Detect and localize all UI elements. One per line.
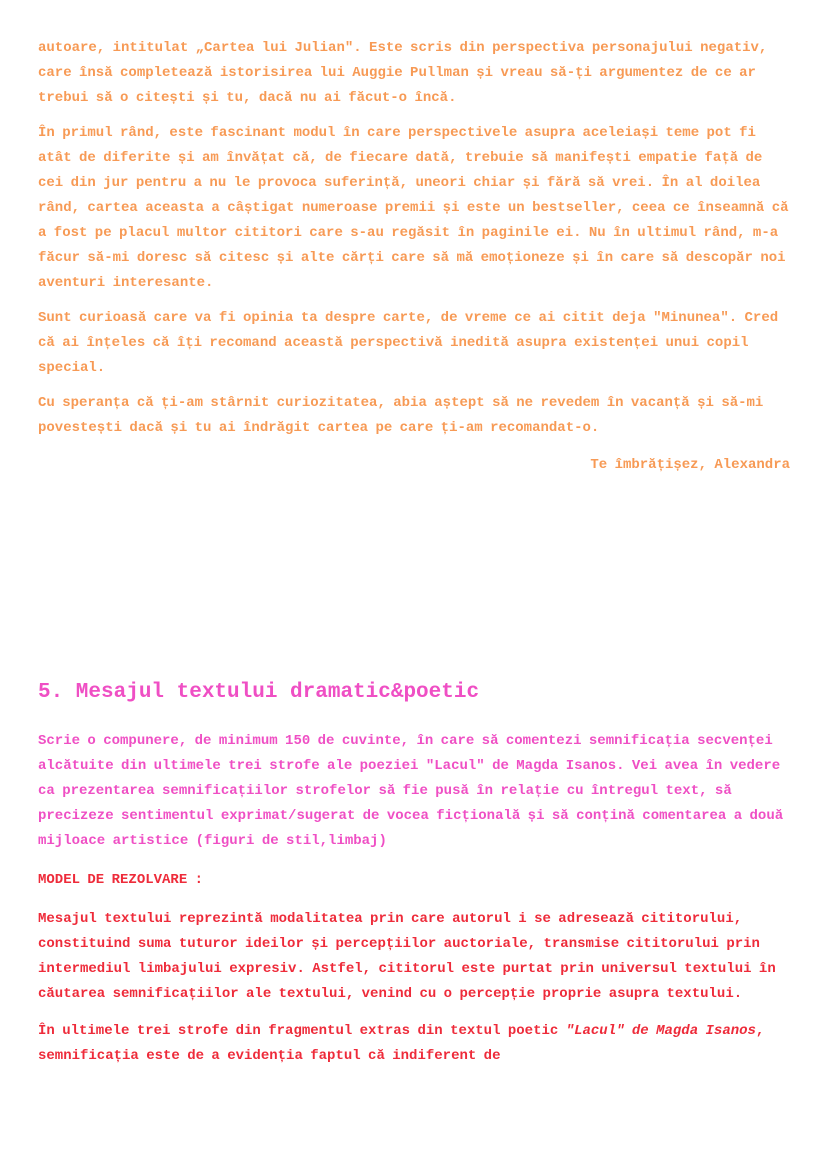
model-paragraph-2-start: În ultimele trei strofe din fragmentul extras din textul poetic <box>38 1023 566 1039</box>
section-title: 5. Mesajul textului dramatic&poetic <box>38 681 480 704</box>
model-paragraph-2 <box>38 1019 790 1069</box>
letter-paragraph-4: Cu speranța că ți-am stârnit curiozitatea, abia aștept să ne revedem în vacanță și să-mi povestești dacă și tu ai îndrăgit cartea pe care ți-am recomandat-o. <box>38 395 764 436</box>
letter-signature: Te îmbrățișez, Alexandra <box>590 457 790 473</box>
letter-paragraph-1: autoare, intitulat „Cartea lui Julian". Este scris din perspectiva personajului negativ, care însă completează istorisirea lui Auggie Pullman și vreau să-ți argumentez de ce ar trebui să o citești și tu, dacă nu ai făcut-o încă. <box>38 40 768 106</box>
work-title: "Lacul" de Magda Isanos <box>565 1023 756 1039</box>
model-paragraph-2-end: , semnificația este de a evidenția faptul că indiferent de <box>38 1023 765 1064</box>
task-statement: Scrie o compunere, de minimum 150 de cuvinte, în care să comentezi semnificația secvenței alcătuite din ultimele trei strofe ale poeziei "Lacul" de Magda Isanos. Vei avea în vedere ca prezentarea semnificațiilor strofelor să fie pusă în relație cu întregul text, să precizeze sentimentul exprimat/sugerat de vocea ficțională și să conțină comentarea a două mijloace artistice (figuri de stil,limbaj) <box>38 733 784 849</box>
letter-body <box>38 36 790 478</box>
letter-paragraph-2: În primul rând, este fascinant modul în care perspectivele asupra aceleiași teme pot fi atât de diferite și am învățat că, de fiecare dată, trebuie să manifești empatie față de cei din jur pentru a nu le provoca suferință, uneori chiar și fără să vrei. În al doilea rând, cartea aceasta a câștigat numeroase premii și este un bestseller, ceea ce înseamnă că a fost pe placul multor cititori care s-au regăsit în paginile ei. Nu în ultimul rând, m-a făcur să-mi doresc să citesc și alte cărți care să mă emoționeze și în care să descopăr noi aventuri interesante. <box>38 125 789 291</box>
model-label: MODEL DE REZOLVARE : <box>38 872 204 888</box>
letter-paragraph-3: Sunt curioasă care va fi opinia ta despre carte, de vreme ce ai citit deja "Minunea". Cred că ai înțeles că îți recomand această perspectivă inedită asupra existenței unui copil special. <box>38 310 779 376</box>
section-body <box>38 729 790 1069</box>
model-paragraph-1: Mesajul textului reprezintă modalitatea prin care autorul i se adresează cititorului, constituind suma tuturor ideilor și percepțiilor auctoriale, transmise cititorului prin intermediul limbajului expresiv. Astfel, cititorul este purtat prin universul textului în căutarea semnificațiilor ale textului, venind cu o percepție proprie asupra textului. <box>38 911 776 1002</box>
